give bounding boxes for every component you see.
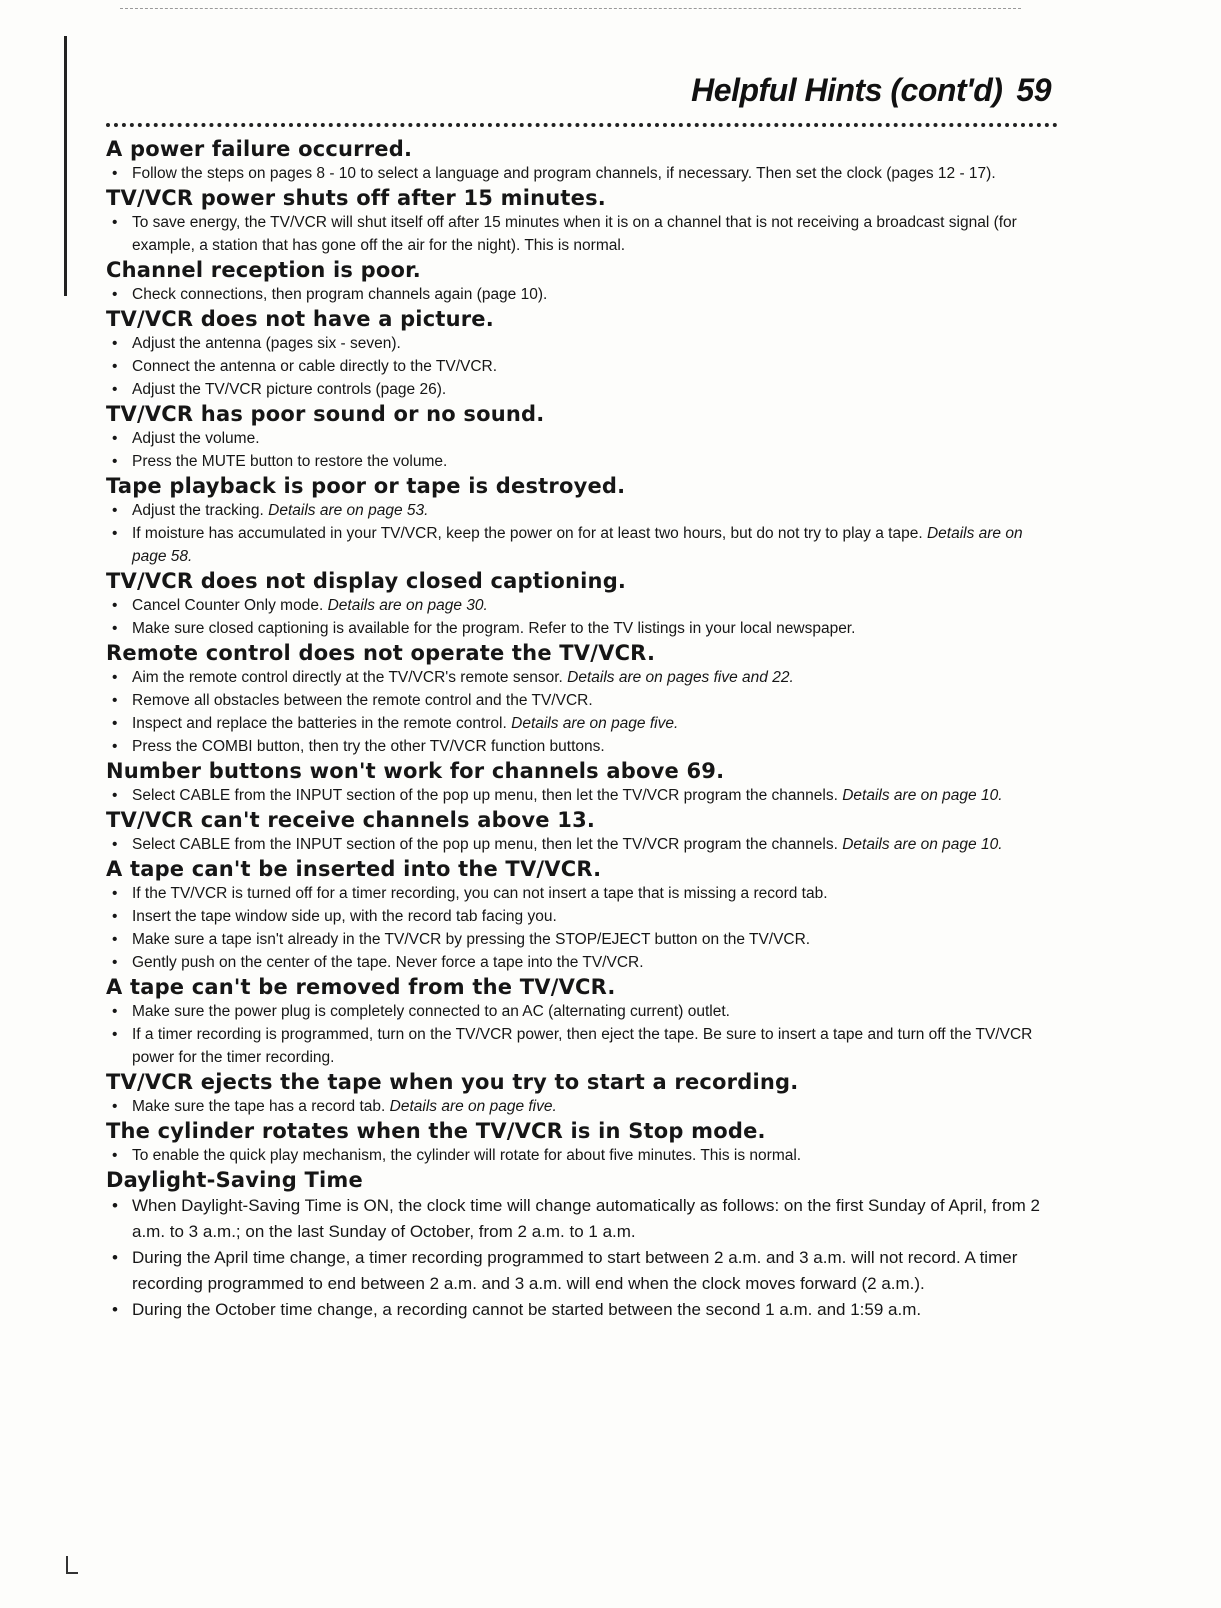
hint-heading: Daylight-Saving Time — [106, 1168, 363, 1192]
hint-heading: TV/VCR has poor sound or no sound. — [106, 402, 545, 426]
hint-bullet — [106, 666, 1061, 689]
bullet-text: Press the MUTE button to restore the volume. — [132, 453, 448, 470]
hint-section — [106, 1167, 1061, 1323]
hint-bullets — [106, 162, 1061, 185]
bullet-text: Aim the remote control directly at the TV/VCR's remote sensor. — [132, 669, 563, 686]
hint-bullet — [106, 378, 1061, 401]
hint-bullet — [106, 951, 1061, 974]
page-reference: Details are on page 10. — [842, 836, 1003, 853]
hint-bullet — [106, 499, 1061, 522]
hint-bullet — [106, 1000, 1061, 1023]
hint-heading: Number buttons won't work for channels above 69. — [106, 759, 725, 783]
scan-corner-mark — [66, 1556, 78, 1574]
hint-bullet — [106, 1095, 1061, 1118]
bullet-text: Insert the tape window side up, with the record tab facing you. — [132, 908, 557, 925]
page-title: Helpful Hints (cont'd) — [691, 72, 1003, 108]
hints-list — [106, 136, 1061, 1323]
page-reference: Details are on pages five and 22. — [567, 669, 794, 686]
hint-bullet — [106, 1023, 1061, 1069]
page-reference: Details are on page 53. — [268, 502, 429, 519]
page-header — [691, 72, 1051, 109]
bullet-text: Connect the antenna or cable directly to the TV/VCR. — [132, 358, 498, 375]
bullet-text: Select CABLE from the INPUT section of the pop up menu, then let the TV/VCR program the channels. — [132, 836, 838, 853]
bullet-text: If a timer recording is programmed, turn on the TV/VCR power, then eject the tape. Be sure to insert a tape and turn off the TV/VCR power for the timer recording. — [132, 1026, 1033, 1066]
hint-bullet — [106, 594, 1061, 617]
bullet-text: Inspect and replace the batteries in the remote control. — [132, 715, 507, 732]
hint-bullet — [106, 735, 1061, 758]
bullet-text: To save energy, the TV/VCR will shut itself off after 15 minutes when it is on a channel that is not receiving a broadcast signal (for example, a station that has gone off the air for the night). This is normal. — [132, 214, 1017, 254]
hint-heading: TV/VCR does not display closed captioning. — [106, 569, 627, 593]
hint-section — [106, 856, 1061, 974]
hint-heading: TV/VCR ejects the tape when you try to start a recording. — [106, 1070, 799, 1094]
page-reference: Details are on page 10. — [842, 787, 1003, 804]
hint-heading: A power failure occurred. — [106, 137, 413, 161]
hint-bullet — [106, 905, 1061, 928]
bullet-text: Make sure closed captioning is available for the program. Refer to the TV listings in your local newspaper. — [132, 620, 856, 637]
hint-heading: Tape playback is poor or tape is destroyed. — [106, 474, 626, 498]
bullet-text: If moisture has accumulated in your TV/VCR, keep the power on for at least two hours, but do not try to play a tape. — [132, 525, 923, 542]
hint-heading: The cylinder rotates when the TV/VCR is in Stop mode. — [106, 1119, 766, 1143]
hint-section — [106, 1118, 1061, 1167]
page-number: 59 — [1016, 72, 1051, 108]
hint-bullet — [106, 784, 1061, 807]
hint-heading: TV/VCR does not have a picture. — [106, 307, 494, 331]
hint-heading: A tape can't be inserted into the TV/VCR. — [106, 857, 602, 881]
hint-heading: Channel reception is poor. — [106, 258, 421, 282]
hint-section — [106, 807, 1061, 856]
hint-bullet — [106, 162, 1061, 185]
hint-section — [106, 1069, 1061, 1118]
hint-bullets — [106, 1095, 1061, 1118]
hint-bullet — [106, 833, 1061, 856]
hint-section — [106, 758, 1061, 807]
hint-bullet — [106, 712, 1061, 735]
bullet-text: During the October time change, a recording cannot be started between the second 1 a.m. and 1:59 a.m. — [132, 1300, 922, 1319]
hint-section — [106, 257, 1061, 306]
hint-section — [106, 136, 1061, 185]
bullet-text: Adjust the tracking. — [132, 502, 264, 519]
hint-bullet — [106, 1297, 1061, 1323]
bullet-text: Check connections, then program channels again (page 10). — [132, 286, 548, 303]
hint-bullet — [106, 283, 1061, 306]
hint-bullet — [106, 211, 1061, 257]
bullet-text: Make sure the power plug is completely connected to an AC (alternating current) outlet. — [132, 1003, 730, 1020]
bullet-text: Press the COMBI button, then try the other TV/VCR function buttons. — [132, 738, 605, 755]
hint-bullets — [106, 594, 1061, 640]
page-reference: Details are on page five. — [511, 715, 679, 732]
bullet-text: If the TV/VCR is turned off for a timer recording, you can not insert a tape that is missing a record tab. — [132, 885, 828, 902]
hint-bullet — [106, 1144, 1061, 1167]
hint-bullets — [106, 332, 1061, 401]
hint-heading: TV/VCR can't receive channels above 13. — [106, 808, 596, 832]
bullet-text: Cancel Counter Only mode. — [132, 597, 324, 614]
hint-heading: A tape can't be removed from the TV/VCR. — [106, 975, 616, 999]
hint-bullet — [106, 1193, 1061, 1245]
page-reference: Details are on page five. — [389, 1098, 557, 1115]
hint-bullet — [106, 450, 1061, 473]
bullet-text: Adjust the antenna (pages six - seven). — [132, 335, 401, 352]
dotted-divider — [106, 123, 1058, 127]
hint-bullets — [106, 882, 1061, 974]
bullet-text: Follow the steps on pages 8 - 10 to select a language and program channels, if necessary. Then set the clock (pages 12 - 17). — [132, 165, 996, 182]
hint-section — [106, 401, 1061, 473]
hint-section — [106, 640, 1061, 758]
page-reference: Details are on page 30. — [327, 597, 488, 614]
hint-bullets — [106, 784, 1061, 807]
hint-section — [106, 568, 1061, 640]
bullet-text: During the April time change, a timer recording programmed to start between 2 a.m. and 3 a.m. will not record. A timer recording programmed to end between 2 a.m. and 3 a.m. will end when the clock moves forward (2 a.m.). — [132, 1248, 1018, 1293]
hint-bullet — [106, 332, 1061, 355]
bullet-text: Adjust the volume. — [132, 430, 260, 447]
hint-section — [106, 185, 1061, 257]
hint-heading: Remote control does not operate the TV/VCR. — [106, 641, 656, 665]
bullet-text: When Daylight-Saving Time is ON, the clock time will change automatically as follows: on the first Sunday of April, from 2 a.m. to 3 a.m.; on the last Sunday of October, from 2 a.m. to 1 a.m. — [132, 1196, 1040, 1241]
hint-bullets — [106, 833, 1061, 856]
hint-section — [106, 974, 1061, 1069]
hint-bullets — [106, 1000, 1061, 1069]
bullet-text: Gently push on the center of the tape. Never force a tape into the TV/VCR. — [132, 954, 644, 971]
bullet-text: Adjust the TV/VCR picture controls (page 26). — [132, 381, 447, 398]
hint-bullet — [106, 689, 1061, 712]
page-reference: Details are on page 58. — [132, 525, 1023, 565]
scan-edge-mark — [64, 36, 67, 296]
bullet-text: To enable the quick play mechanism, the cylinder will rotate for about five minutes. This is normal. — [132, 1147, 802, 1164]
hint-bullets — [106, 666, 1061, 758]
hint-bullets — [106, 283, 1061, 306]
hint-bullet — [106, 928, 1061, 951]
scan-noise-line — [120, 8, 1021, 10]
bullet-text: Select CABLE from the INPUT section of the pop up menu, then let the TV/VCR program the channels. — [132, 787, 838, 804]
hint-section — [106, 473, 1061, 568]
hint-bullets — [106, 211, 1061, 257]
hint-bullets — [106, 1193, 1061, 1323]
hint-bullet — [106, 882, 1061, 905]
bullet-text: Make sure a tape isn't already in the TV/VCR by pressing the STOP/EJECT button on the TV/VCR. — [132, 931, 811, 948]
bullet-text: Make sure the tape has a record tab. — [132, 1098, 386, 1115]
hint-bullet — [106, 617, 1061, 640]
hint-bullet — [106, 1245, 1061, 1297]
hint-bullet — [106, 522, 1061, 568]
hint-bullets — [106, 1144, 1061, 1167]
hint-section — [106, 306, 1061, 401]
bullet-text: Remove all obstacles between the remote control and the TV/VCR. — [132, 692, 593, 709]
hint-heading: TV/VCR power shuts off after 15 minutes. — [106, 186, 606, 210]
hint-bullet — [106, 355, 1061, 378]
hint-bullet — [106, 427, 1061, 450]
hint-bullets — [106, 499, 1061, 568]
hint-bullets — [106, 427, 1061, 473]
